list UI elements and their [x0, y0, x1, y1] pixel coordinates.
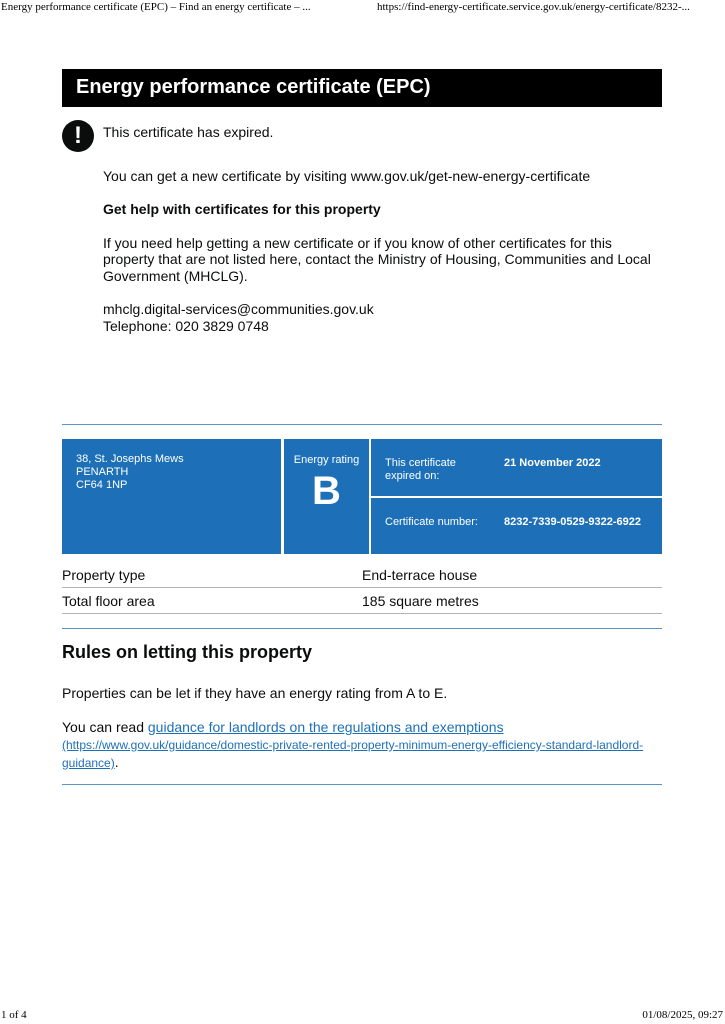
print-header-url: https://find-energy-certificate.service.gov.uk/energy-certificate/8232-...: [377, 1, 690, 13]
summary-key: Total floor area: [62, 593, 155, 609]
help-text: If you need help getting a new certificate or if you know of other certificates for this property that are not listed here, contact the Ministry of Housing, Communities and Local Government (MHCLG).: [103, 234, 651, 284]
guidance-link-url: (https://www.gov.uk/guidance/domestic-private-rented-property-minimum-energy-efficiency-standard-landlord-guidance): [62, 738, 644, 770]
summary-value: 185 square metres: [362, 593, 479, 609]
guidance-link[interactable]: [62, 719, 643, 770]
summary-row: [62, 562, 662, 588]
print-datetime: 01/08/2025, 09:27: [642, 1009, 723, 1021]
guidance-prefix: You can read: [62, 719, 148, 735]
rules-text: Properties can be let if they have an energy rating from A to E.: [62, 685, 448, 701]
expired-warning: [103, 124, 663, 334]
address-line: CF64 1NP: [76, 479, 128, 491]
property-address: [76, 453, 184, 492]
address-line: 38, St. Josephs Mews: [76, 453, 184, 465]
new-certificate-text: You can get a new certificate by visiting www.gov.uk/get-new-energy-certificate: [103, 167, 591, 184]
warning-icon: !: [62, 120, 94, 152]
guidance-link-text: guidance for landlords on the regulations and exemptions: [147, 719, 504, 735]
address-line: PENARTH: [76, 466, 129, 478]
summary-key: Property type: [62, 567, 146, 583]
certificate-summary-panel: [62, 439, 662, 554]
certificate-number-value: 8232-7339-0529-9322-6922: [504, 516, 642, 528]
section-divider: [62, 784, 662, 785]
summary-value: End-terrace house: [362, 567, 478, 583]
help-heading: Get help with certificates for this property: [103, 201, 381, 217]
guidance-suffix: .: [114, 754, 119, 770]
page-title: Energy performance certificate (EPC): [76, 76, 431, 98]
panel-divider: [371, 496, 662, 498]
section-divider: [62, 424, 662, 425]
print-header-title: Energy performance certificate (EPC) – Find an energy certificate – ...: [1, 1, 311, 13]
energy-rating-value: B: [312, 469, 341, 513]
energy-rating-label: Energy rating: [293, 454, 360, 466]
expired-on-value: 21 November 2022: [504, 457, 601, 469]
contact-email[interactable]: mhclg.digital-services@communities.gov.uk: [103, 301, 374, 317]
guidance-paragraph: [62, 719, 662, 772]
expired-on-label: This certificate expired on:: [385, 457, 456, 482]
print-header: [0, 0, 725, 18]
certificate-number-label: Certificate number:: [385, 516, 478, 528]
summary-row: [62, 588, 662, 614]
contact-telephone: Telephone: 020 3829 0748: [103, 317, 269, 334]
print-footer: [0, 1008, 725, 1024]
title-banner: [62, 69, 662, 107]
section-divider: [62, 628, 662, 629]
page-number: 1 of 4: [1, 1009, 27, 1021]
property-summary-list: [62, 562, 662, 614]
expired-text: This certificate has expired.: [103, 124, 274, 140]
rules-heading: Rules on letting this property: [62, 642, 313, 662]
